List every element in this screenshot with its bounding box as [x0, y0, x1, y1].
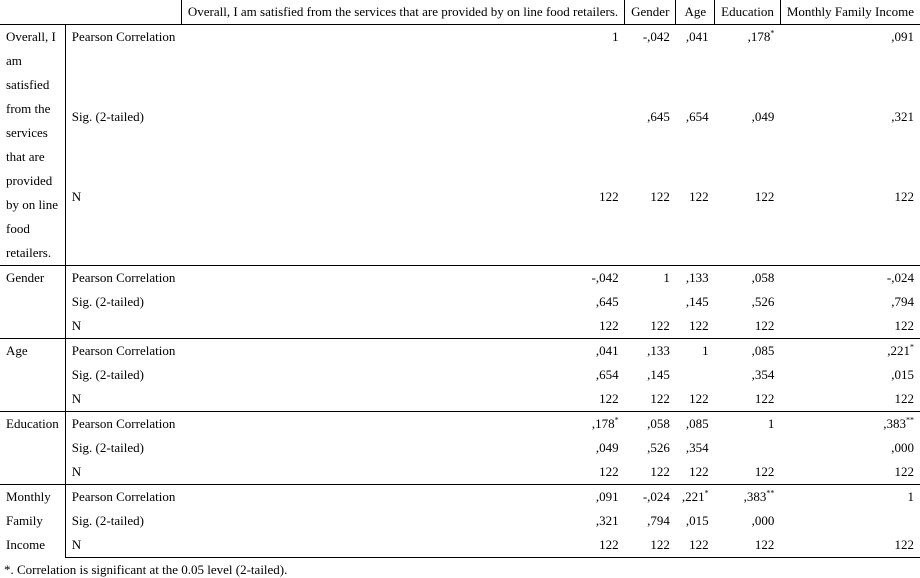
- cell-pearson: [715, 485, 781, 510]
- cell-sig: [181, 105, 624, 184]
- cell-value: ,178: [591, 416, 615, 431]
- cell-n: [676, 387, 715, 412]
- cell-value: 122: [689, 537, 709, 552]
- cell-value: ,000: [751, 513, 775, 528]
- row-variable-education: Education: [0, 412, 65, 485]
- statistic-label: Pearson Correlation: [65, 412, 181, 437]
- cell-sig: [181, 290, 624, 314]
- statistic-label: Pearson Correlation: [65, 485, 181, 510]
- cell-pearson: [715, 25, 781, 106]
- cell-value: 1: [907, 489, 914, 504]
- cell-value: 122: [754, 391, 775, 406]
- table-row: [0, 412, 920, 437]
- cell-value: 122: [689, 464, 709, 479]
- table-row: [0, 105, 920, 184]
- cell-value: ,058: [751, 270, 775, 285]
- cell-sig: [625, 363, 676, 387]
- statistic-label: Pearson Correlation: [65, 339, 181, 364]
- column-header-satisfaction: Overall, I am satisfied from the services that are provided by on line food retailers.: [181, 0, 624, 25]
- cell-value: 122: [650, 391, 670, 406]
- cell-value: ,145: [685, 294, 709, 309]
- table-row: [0, 339, 920, 364]
- cell-value: 122: [650, 188, 670, 204]
- cell-n: [625, 533, 676, 558]
- cell-sig: [676, 105, 715, 184]
- cell-n: [181, 185, 624, 266]
- cell-value: ,794: [891, 294, 914, 309]
- table-row: [0, 509, 920, 533]
- cell-pearson: [676, 266, 715, 291]
- cell-pearson: [676, 412, 715, 437]
- cell-sig: [715, 290, 781, 314]
- cell-pearson: [676, 485, 715, 510]
- row-variable-income: Monthly Family Income: [0, 485, 65, 558]
- cell-value: 122: [894, 391, 914, 406]
- cell-sig: [625, 290, 676, 314]
- statistic-label: N: [65, 387, 181, 412]
- header-row: [0, 0, 920, 25]
- cell-sig: [780, 105, 920, 184]
- cell-pearson: [181, 266, 624, 291]
- cell-n: [715, 460, 781, 485]
- cell-value: 122: [599, 537, 619, 552]
- cell-n: [181, 460, 624, 485]
- table-row: [0, 266, 920, 291]
- cell-pearson: [715, 266, 781, 291]
- table-row: [0, 485, 920, 510]
- cell-n: [181, 533, 624, 558]
- cell-value: -,042: [591, 270, 619, 285]
- header-corner: [0, 0, 65, 25]
- statistic-label: Pearson Correlation: [65, 266, 181, 291]
- cell-value: 122: [754, 188, 775, 204]
- cell-value: 1: [767, 416, 775, 431]
- cell-value: 122: [754, 464, 775, 479]
- cell-pearson: [676, 25, 715, 106]
- footnote: *. Correlation is significant at the 0.05 level (2-tailed).: [4, 562, 288, 577]
- cell-value: ,085: [685, 416, 709, 431]
- cell-pearson: [625, 485, 676, 510]
- cell-value: ,041: [685, 29, 709, 44]
- cell-sig: [715, 509, 781, 533]
- cell-n: [676, 314, 715, 339]
- cell-value: ,133: [647, 343, 670, 358]
- cell-value: ,091: [595, 489, 619, 504]
- cell-pearson: [676, 339, 715, 364]
- cell-value: 122: [894, 464, 914, 479]
- table-row: [0, 436, 920, 460]
- cell-value: -,024: [886, 270, 914, 285]
- cell-value: 122: [650, 537, 670, 552]
- cell-sig: [625, 509, 676, 533]
- cell-pearson: [625, 266, 676, 291]
- cell-value: ,321: [595, 513, 619, 528]
- cell-value: -,042: [642, 29, 670, 44]
- cell-value: ,058: [647, 416, 670, 431]
- cell-pearson: [780, 412, 920, 437]
- table-row: [0, 185, 920, 266]
- cell-value: 122: [650, 464, 670, 479]
- cell-value: ,354: [751, 367, 775, 382]
- cell-value: 1: [612, 29, 619, 44]
- cell-value: 122: [894, 318, 914, 333]
- statistic-label: Sig. (2-tailed): [65, 290, 181, 314]
- significance-marker: *: [909, 342, 914, 352]
- cell-pearson: [715, 412, 781, 437]
- column-header-income: Monthly Family Income: [780, 0, 920, 25]
- cell-value: 122: [689, 188, 709, 204]
- statistic-label: Sig. (2-tailed): [65, 105, 181, 184]
- cell-value: ,221: [887, 343, 910, 358]
- significance-marker: *: [704, 488, 709, 498]
- statistic-label: N: [65, 185, 181, 266]
- table-row: [0, 533, 920, 558]
- cell-n: [181, 387, 624, 412]
- cell-sig: [676, 363, 715, 387]
- cell-n: [715, 314, 781, 339]
- cell-value: ,091: [891, 29, 914, 44]
- cell-value: 122: [599, 188, 619, 204]
- cell-value: 122: [599, 464, 619, 479]
- cell-sig: [715, 105, 781, 184]
- significance-marker: *: [770, 28, 775, 38]
- row-variable-gender: Gender: [0, 266, 65, 339]
- cell-sig: [676, 290, 715, 314]
- cell-value: ,645: [595, 294, 619, 309]
- cell-sig: [780, 290, 920, 314]
- statistic-label: Sig. (2-tailed): [65, 509, 181, 533]
- cell-value: 1: [663, 270, 670, 285]
- cell-sig: [715, 363, 781, 387]
- cell-sig: [181, 436, 624, 460]
- cell-pearson: [780, 339, 920, 364]
- cell-value: 1: [702, 343, 709, 358]
- cell-pearson: [625, 339, 676, 364]
- cell-n: [780, 314, 920, 339]
- cell-pearson: [715, 339, 781, 364]
- cell-sig: [780, 436, 920, 460]
- table-row: [0, 314, 920, 339]
- cell-value: ,526: [647, 440, 670, 455]
- column-header-gender: Gender: [625, 0, 676, 25]
- statistic-label: Pearson Correlation: [65, 25, 181, 106]
- cell-value: ,383: [743, 489, 767, 504]
- cell-pearson: [780, 485, 920, 510]
- cell-n: [780, 460, 920, 485]
- cell-sig: [715, 436, 781, 460]
- cell-sig: [780, 363, 920, 387]
- cell-sig: [676, 509, 715, 533]
- cell-n: [780, 533, 920, 558]
- table-row: [0, 387, 920, 412]
- cell-value: ,794: [647, 513, 670, 528]
- cell-n: [181, 314, 624, 339]
- cell-n: [625, 314, 676, 339]
- cell-value: ,178: [747, 29, 771, 44]
- cell-sig: [181, 363, 624, 387]
- row-variable-age: Age: [0, 339, 65, 412]
- cell-pearson: [181, 339, 624, 364]
- cell-value: ,049: [751, 109, 775, 125]
- row-variable-satisfaction: Overall, I am satisfied from the services that are provided by on line food retailers.: [0, 25, 65, 266]
- cell-n: [625, 185, 676, 266]
- cell-value: 122: [689, 318, 709, 333]
- cell-sig: [625, 436, 676, 460]
- column-header-age: Age: [676, 0, 715, 25]
- cell-value: 122: [599, 318, 619, 333]
- cell-n: [715, 533, 781, 558]
- cell-value: ,654: [595, 367, 619, 382]
- table-row: [0, 460, 920, 485]
- cell-pearson: [780, 266, 920, 291]
- cell-n: [625, 387, 676, 412]
- statistic-label: Sig. (2-tailed): [65, 436, 181, 460]
- cell-pearson: [625, 25, 676, 106]
- cell-value: ,000: [891, 440, 914, 455]
- cell-n: [625, 460, 676, 485]
- cell-value: ,383: [883, 416, 906, 431]
- cell-value: 122: [894, 537, 914, 552]
- cell-value: 122: [650, 318, 670, 333]
- cell-value: ,221: [681, 489, 705, 504]
- cell-sig: [780, 509, 920, 533]
- cell-sig: [181, 509, 624, 533]
- cell-value: ,041: [595, 343, 619, 358]
- cell-value: 122: [894, 188, 914, 204]
- table-row: [0, 290, 920, 314]
- cell-n: [715, 387, 781, 412]
- cell-value: ,015: [891, 367, 914, 382]
- table-row: [0, 25, 920, 106]
- cell-value: 122: [599, 391, 619, 406]
- statistic-label: Sig. (2-tailed): [65, 363, 181, 387]
- significance-marker: *: [614, 415, 619, 425]
- cell-value: ,049: [595, 440, 619, 455]
- cell-n: [780, 387, 920, 412]
- cell-n: [676, 460, 715, 485]
- cell-value: ,354: [685, 440, 709, 455]
- cell-value: 122: [754, 537, 775, 552]
- statistic-label: N: [65, 314, 181, 339]
- significance-marker: **: [905, 415, 914, 425]
- header-corner-stat: [65, 0, 181, 25]
- cell-value: ,321: [891, 109, 914, 125]
- cell-pearson: [181, 25, 624, 106]
- cell-value: ,654: [685, 109, 709, 125]
- cell-pearson: [181, 412, 624, 437]
- cell-n: [676, 185, 715, 266]
- statistic-label: N: [65, 460, 181, 485]
- cell-value: ,526: [751, 294, 775, 309]
- cell-pearson: [780, 25, 920, 106]
- cell-pearson: [181, 485, 624, 510]
- cell-pearson: [625, 412, 676, 437]
- cell-n: [780, 185, 920, 266]
- cell-value: 122: [754, 318, 775, 333]
- statistic-label: N: [65, 533, 181, 558]
- table-row: [0, 363, 920, 387]
- cell-sig: [625, 105, 676, 184]
- cell-n: [715, 185, 781, 266]
- cell-value: ,145: [647, 367, 670, 382]
- cell-value: ,133: [685, 270, 709, 285]
- cell-value: -,024: [642, 489, 670, 504]
- column-header-education: Education: [715, 0, 781, 25]
- cell-sig: [676, 436, 715, 460]
- significance-marker: **: [766, 488, 775, 498]
- cell-n: [676, 533, 715, 558]
- cell-value: ,645: [647, 109, 670, 125]
- cell-value: ,085: [751, 343, 775, 358]
- cell-value: 122: [689, 391, 709, 406]
- cell-value: ,015: [685, 513, 709, 528]
